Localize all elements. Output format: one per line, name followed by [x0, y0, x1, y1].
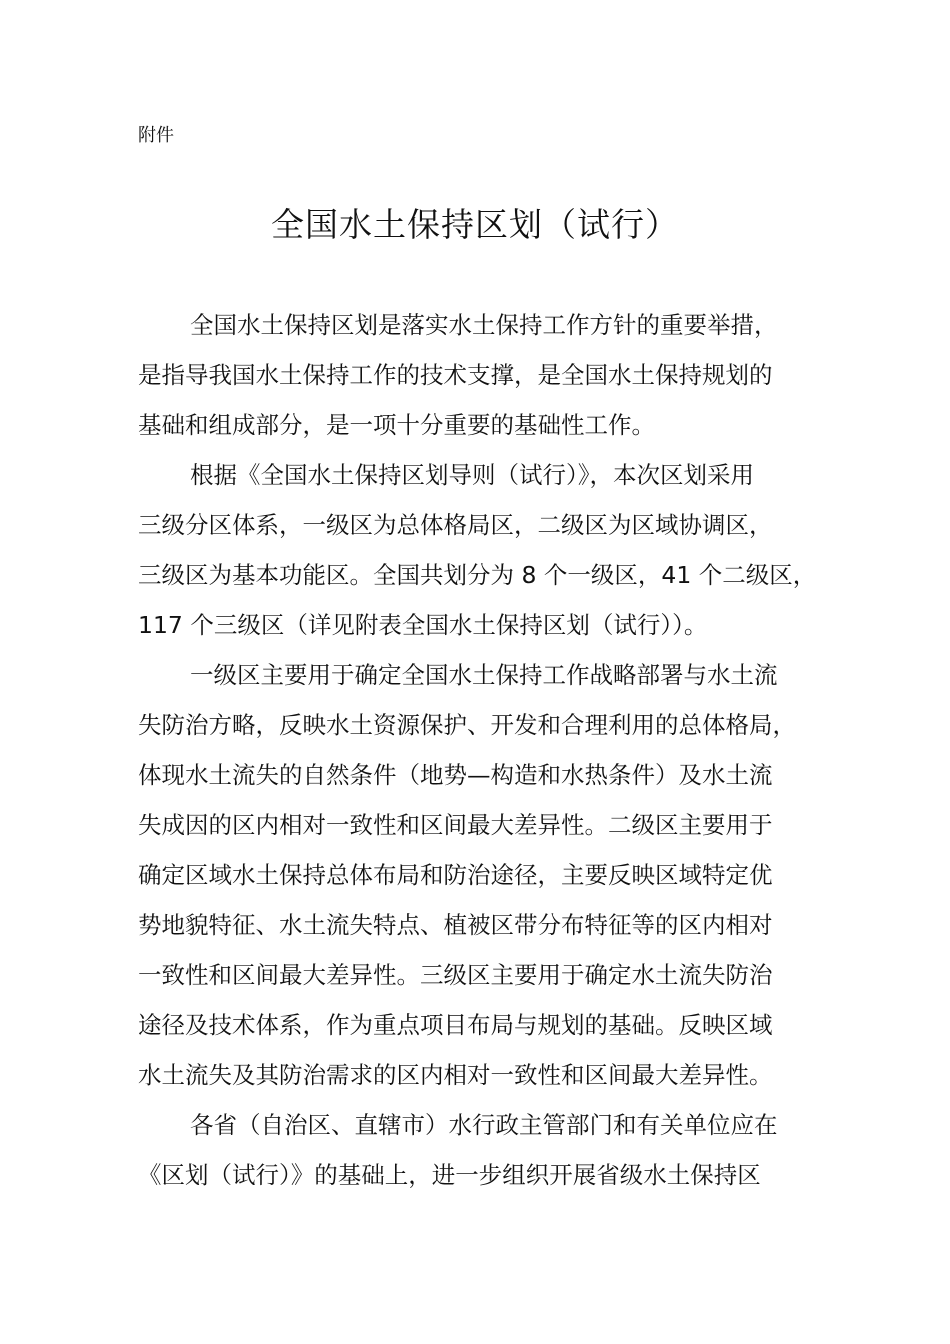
paragraph-line: 全国水土保持区划是落实水土保持工作方针的重要举措， [190, 311, 778, 339]
document-body [138, 300, 817, 1200]
paragraph-line: 一致性和区间最大差异性。三级区主要用于确定水土流失防治 [138, 961, 773, 989]
paragraph-line: 途径及技术体系，作为重点项目布局与规划的基础。反映区域 [138, 1011, 773, 1039]
paragraph-line: 117 个三级区（详见附表全国水土保持区划（试行））。 [138, 611, 708, 639]
paragraph-line: 水土流失及其防治需求的区内相对一致性和区间最大差异性。 [138, 1061, 773, 1089]
paragraph-line: 体现水土流失的自然条件（地势—构造和水热条件）及水土流 [138, 761, 773, 789]
paragraph-line: 根据《全国水土保持区划导则（试行）》，本次区划采用 [190, 461, 754, 489]
attachment-label: 附件 [138, 125, 174, 146]
paragraph-line: 基础和组成部分，是一项十分重要的基础性工作。 [138, 411, 655, 439]
paragraph-line: 是指导我国水土保持工作的技术支撑，是全国水土保持规划的 [138, 361, 773, 389]
paragraph-line: 确定区域水土保持总体布局和防治途径，主要反映区域特定优 [138, 861, 773, 889]
paragraph-line: 三级分区体系，一级区为总体格局区，二级区为区域协调区， [138, 511, 773, 539]
paragraph-line: 各省（自治区、直辖市）水行政主管部门和有关单位应在 [190, 1111, 778, 1139]
paragraph-line: 失成因的区内相对一致性和区间最大差异性。二级区主要用于 [138, 811, 773, 839]
paragraph-line: 三级区为基本功能区。全国共划分为 8 个一级区，41 个二级区， [138, 561, 817, 589]
paragraph-line: 失防治方略，反映水土资源保护、开发和合理利用的总体格局， [138, 711, 796, 739]
document-title: 全国水土保持区划（试行） [271, 205, 679, 244]
paragraph-line: 势地貌特征、水土流失特点、植被区带分布特征等的区内相对 [138, 911, 773, 939]
paragraph-line: 一级区主要用于确定全国水土保持工作战略部署与水土流 [190, 661, 778, 689]
paragraph-line: 《区划（试行）》的基础上，进一步组织开展省级水土保持区 [138, 1161, 761, 1189]
